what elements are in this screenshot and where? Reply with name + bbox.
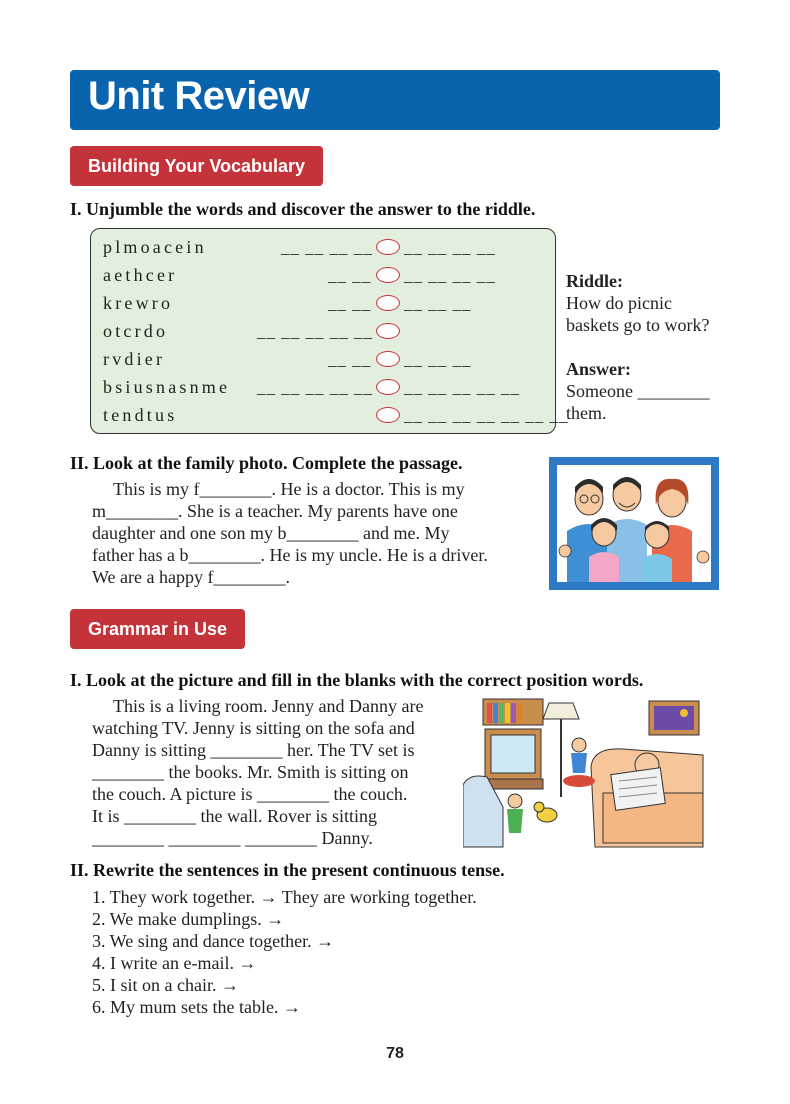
grammar-section-tag: Grammar in Use xyxy=(70,609,245,649)
rewrite-heading: II. Rewrite the sentences in the present continuous tense. xyxy=(70,860,505,880)
puzzle-row xyxy=(91,291,555,319)
jumbled-letters: rvdier xyxy=(103,349,166,369)
jumbled-letters: otcrdo xyxy=(103,321,169,341)
living-room-illustration xyxy=(463,697,706,852)
list-item: 2. We make dumplings. → xyxy=(92,909,285,929)
passage-line: m________. She is a teacher. My parents have one xyxy=(92,501,458,521)
answer-blanks-after: __ __ __ __ __ xyxy=(404,378,520,397)
passage-line: ________ the books. Mr. Smith is sitting on xyxy=(92,762,409,782)
answer-blanks-before: __ __ xyxy=(328,294,372,313)
living-room-picture xyxy=(463,697,706,852)
position-words-heading: I. Look at the picture and fill in the blanks with the correct position words. xyxy=(70,670,644,690)
riddle-answer-line: them. xyxy=(566,403,607,423)
list-item: 4. I write an e-mail. → xyxy=(92,953,257,973)
jumbled-letters: bsiusnasnme xyxy=(103,377,231,397)
passage-line: watching TV. Jenny is sitting on the sofa and xyxy=(92,718,415,738)
list-item: 6. My mum sets the table. → xyxy=(92,997,301,1017)
jumbled-letters: aethcer xyxy=(103,265,178,285)
jumbled-letters: plmoacein xyxy=(103,237,207,257)
answer-letter-circle xyxy=(376,267,400,283)
answer-letter-circle xyxy=(376,379,400,395)
riddle-label: Riddle: xyxy=(566,271,624,291)
answer-letter-circle xyxy=(376,407,400,423)
puzzle-row xyxy=(91,319,555,347)
living-room-passage xyxy=(92,695,423,849)
answer-blanks-before: __ __ __ __ __ xyxy=(257,322,373,341)
answer-blanks-after: __ __ __ xyxy=(404,350,472,369)
answer-blanks-after: __ __ __ xyxy=(404,294,472,313)
riddle-question-line: How do picnic xyxy=(566,293,672,313)
puzzle-row xyxy=(91,347,555,375)
list-item: 1. They work together. → They are working together. xyxy=(92,887,477,907)
passage-line: Danny is sitting ________ her. The TV set is xyxy=(92,740,415,760)
passage-line: It is ________ the wall. Rover is sitting xyxy=(92,806,377,826)
answer-blanks-before: __ __ xyxy=(328,266,372,285)
family-illustration xyxy=(557,465,711,582)
answer-blanks-before: __ __ __ __ __ xyxy=(257,378,373,397)
passage-line: This is a living room. Jenny and Danny are xyxy=(113,696,424,716)
answer-blanks-after: __ __ __ __ __ __ __ xyxy=(404,406,569,425)
family-photo xyxy=(549,457,719,590)
puzzle-row xyxy=(91,403,569,431)
answer-label: Answer: xyxy=(566,359,631,379)
passage-line: ________ ________ ________ Danny. xyxy=(92,828,373,848)
passage-line: daughter and one son my b________ and me. My xyxy=(92,523,450,543)
family-photo-heading: II. Look at the family photo. Complete the passage. xyxy=(70,453,463,473)
riddle-panel xyxy=(566,270,726,424)
rewrite-sentence-list xyxy=(92,886,477,1018)
unit-review-banner xyxy=(70,70,720,130)
passage-line: the couch. A picture is ________ the couch. xyxy=(92,784,408,804)
answer-blanks-before: __ __ __ __ xyxy=(281,238,373,257)
answer-blanks-after: __ __ __ __ xyxy=(404,238,496,257)
riddle-question-line: baskets go to work? xyxy=(566,315,710,335)
puzzle-row xyxy=(91,263,555,291)
family-passage xyxy=(92,478,488,588)
jumbled-letters: krewro xyxy=(103,293,174,313)
unjumble-puzzle-box xyxy=(90,228,569,434)
page-number: 78 xyxy=(386,1045,404,1062)
vocabulary-section-tag: Building Your Vocabulary xyxy=(70,146,323,186)
passage-line: father has a b________. He is my uncle. He is a driver. xyxy=(92,545,488,565)
answer-letter-circle xyxy=(376,351,400,367)
answer-letter-circle xyxy=(376,239,400,255)
list-item: 3. We sing and dance together. → xyxy=(92,931,335,951)
passage-line: This is my f________. He is a doctor. This is my xyxy=(113,479,465,499)
unjumble-heading: I. Unjumble the words and discover the answer to the riddle. xyxy=(70,199,536,219)
answer-blanks-before: __ __ xyxy=(328,350,372,369)
answer-blanks-after: __ __ __ __ xyxy=(404,266,496,285)
answer-letter-circle xyxy=(376,295,400,311)
list-item: 5. I sit on a chair. → xyxy=(92,975,239,995)
answer-letter-circle xyxy=(376,323,400,339)
page-title: Unit Review xyxy=(88,74,310,118)
passage-line: We are a happy f________. xyxy=(92,567,290,587)
riddle-answer-line: Someone ________ xyxy=(566,381,710,401)
jumbled-letters: tendtus xyxy=(103,405,178,425)
puzzle-row xyxy=(91,375,555,403)
puzzle-row xyxy=(91,235,555,263)
